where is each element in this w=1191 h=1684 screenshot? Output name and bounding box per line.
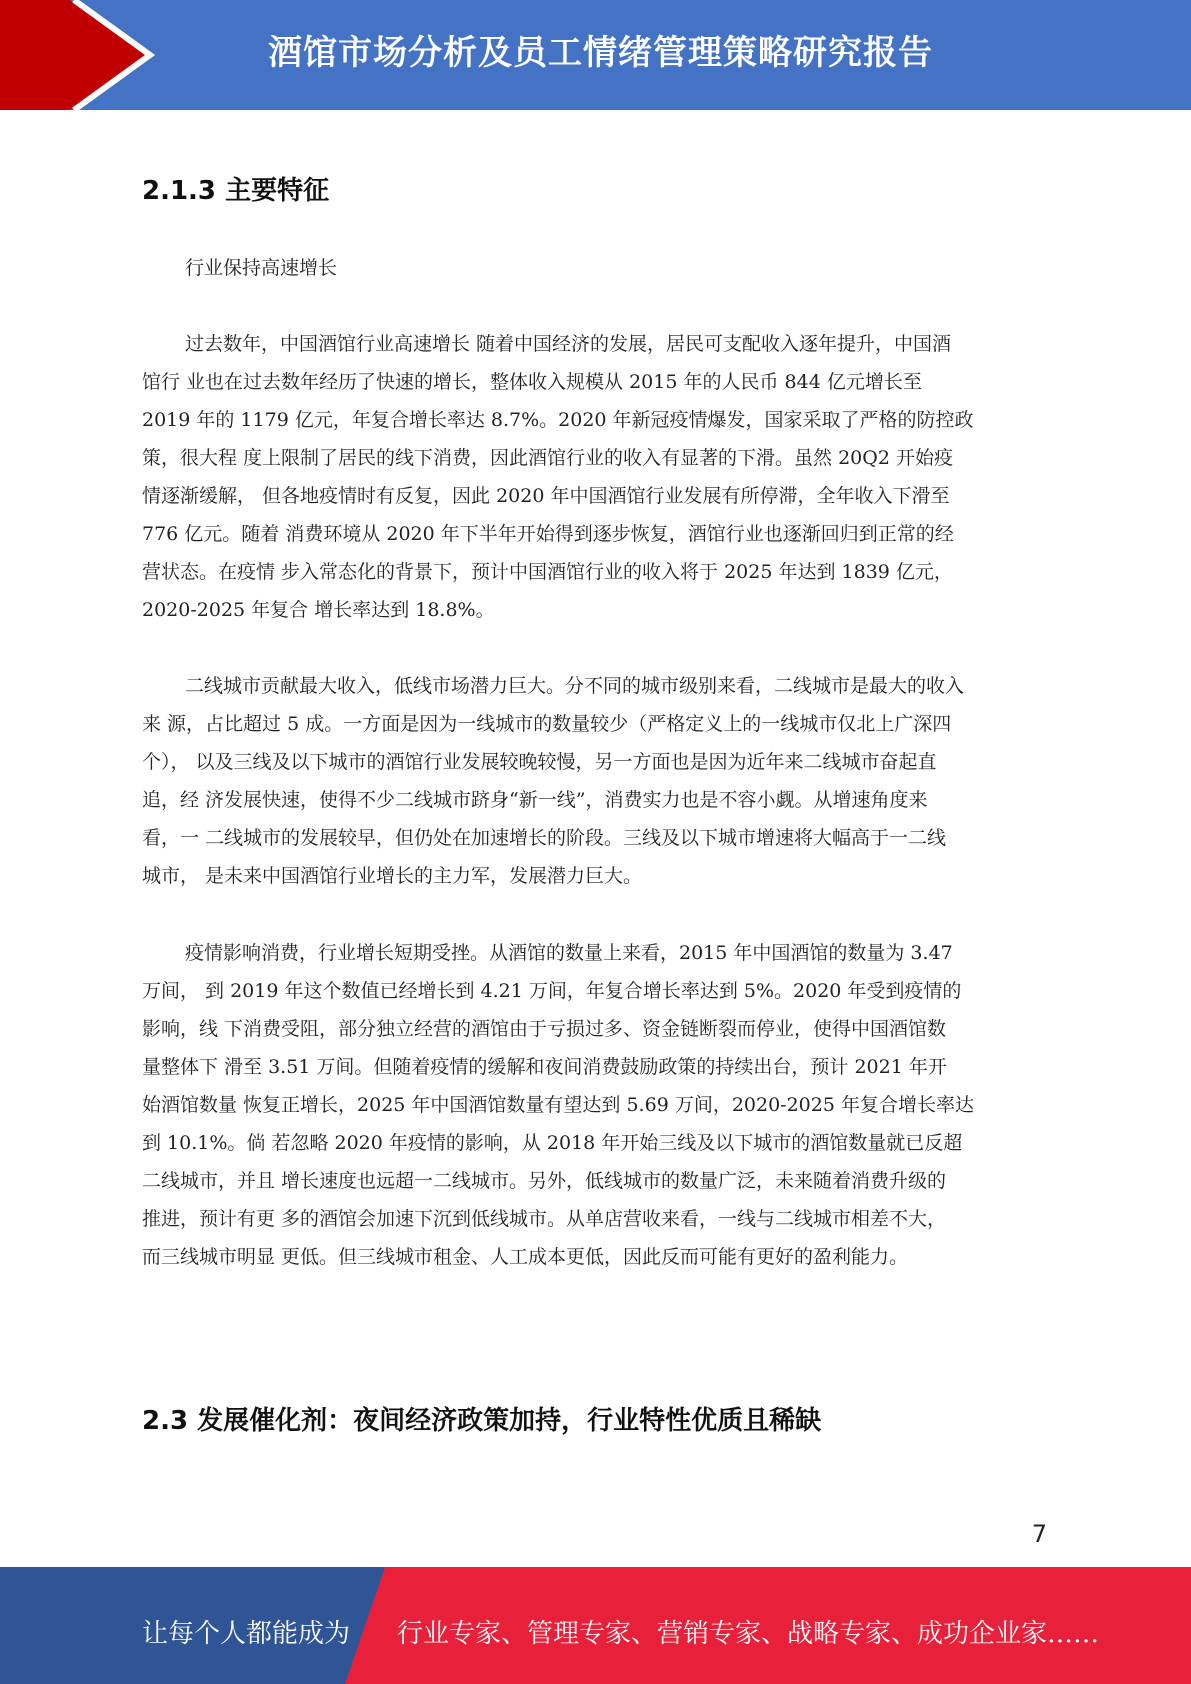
paragraph-line: 情逐渐缓解， 但各地疫情时有反复，因此 2020 年中国酒馆行业发展有所停滞，全年收入下滑至 [142,485,950,507]
paragraph-line: 万间， 到 2019 年这个数值已经增长到 4.21 万间，年复合增长率达到 5%。2020 年受到疫情的 [142,980,962,1002]
footer-slogan-right: 行业专家、管理专家、营销专家、战略专家、成功企业家…… [397,1619,1100,1649]
paragraph-line: 营状态。在疫情 步入常态化的背景下，预计中国酒馆行业的收入将于 2025 年达到 1839 亿元， [142,561,953,583]
paragraph-line: 馆行 业也在过去数年经历了快速的增长，整体收入规模从 2015 年的人民币 844 亿元增长至 [142,371,922,393]
paragraph-line: 2020-2025 年复合 增长率达到 18.8%。 [142,599,495,621]
paragraph-line: 来 源，占比超过 5 成。一方面是因为一线城市的数量较少（严格定义上的一线城市仅北上广深四 [142,713,952,735]
subheading-paragraph [142,249,1047,287]
footer-slogan-left: 让每个人都能成为 [142,1619,351,1649]
paragraph-line: 到 10.1%。倘 若忽略 2020 年疫情的影响，从 2018 年开始三线及以下城市的酒馆数量就已反超 [142,1132,963,1154]
paragraph-line: 城市， 是未来中国酒馆行业增长的主力军，发展潜力巨大。 [142,865,643,887]
page-number: 7 [1031,1520,1047,1548]
report-title: 酒馆市场分析及员工情绪管理策略研究报告 [268,33,933,73]
paragraph-line: 行业保持高速增长 [185,257,338,279]
paragraph-line: 二线城市贡献最大收入，低线市场潜力巨大。分不同的城市级别来看，二线城市是最大的收入 [185,675,965,697]
paragraph-line: 始酒馆数量 恢复正增长，2025 年中国酒馆数量有望达到 5.69 万间，2020-2025 年复合增长率达 [142,1094,974,1116]
paragraph-city-tiers [142,667,1047,895]
paragraph-line: 疫情影响消费，行业增长短期受挫。从酒馆的数量上来看，2015 年中国酒馆的数量为 3.47 [185,942,953,964]
paragraph-line: 而三线城市明显 更低。但三线城市租金、人工成本更低，因此反而可能有更好的盈利能力。 [142,1246,909,1268]
paragraph-industry-growth [142,325,1047,629]
section-heading-2-1-3: 2.1.3 主要特征 [142,176,330,206]
paragraph-line: 个）， 以及三线及以下城市的酒馆行业发展较晚较慢，另一方面也是因为近年来二线城市奋起直 [142,751,937,773]
paragraph-line: 量整体下 滑至 3.51 万间。但随着疫情的缓解和夜间消费鼓励政策的持续出台，预计 2021 年开 [142,1056,947,1078]
paragraph-line: 过去数年，中国酒馆行业高速增长 随着中国经济的发展，居民可支配收入逐年提升，中国酒 [185,333,952,355]
paragraph-line: 策，很大程 度上限制了居民的线下消费，因此酒馆行业的收入有显著的下滑。虽然 20Q2 开始疫 [142,447,953,469]
paragraph-line: 二线城市，并且 增长速度也远超一二线城市。另外，低线城市的数量广泛，未来随着消费升级的 [142,1170,947,1192]
section-heading-2-3: 2.3 发展催化剂：夜间经济政策加持，行业特性优质且稀缺 [142,1406,822,1436]
paragraph-line: 2019 年的 1179 亿元，年复合增长率达 8.7%。2020 年新冠疫情爆发，国家采取了严格的防控政 [142,409,974,431]
page-header [0,0,1191,110]
paragraph-line: 影响，线 下消费受阻，部分独立经营的酒馆由于亏损过多、资金链断裂而停业，使得中国酒馆数 [142,1018,947,1040]
paragraph-line: 776 亿元。随着 消费环境从 2020 年下半年开始得到逐步恢复，酒馆行业也逐渐回归到正常的经 [142,523,954,545]
page-footer [0,1567,1191,1684]
paragraph-line: 看，一 二线城市的发展较早，但仍处在加速增长的阶段。三线及以下城市增速将大幅高于一二线 [142,827,947,849]
paragraph-pandemic-impact [142,934,1047,1276]
paragraph-line: 推进，预计有更 多的酒馆会加速下沉到低线城市。从单店营收来看，一线与二线城市相差不大， [142,1208,947,1230]
paragraph-line: 追，经 济发展快速，使得不少二线城市跻身“新一线”，消费实力也是不容小觑。从增速角度来 [142,789,928,811]
